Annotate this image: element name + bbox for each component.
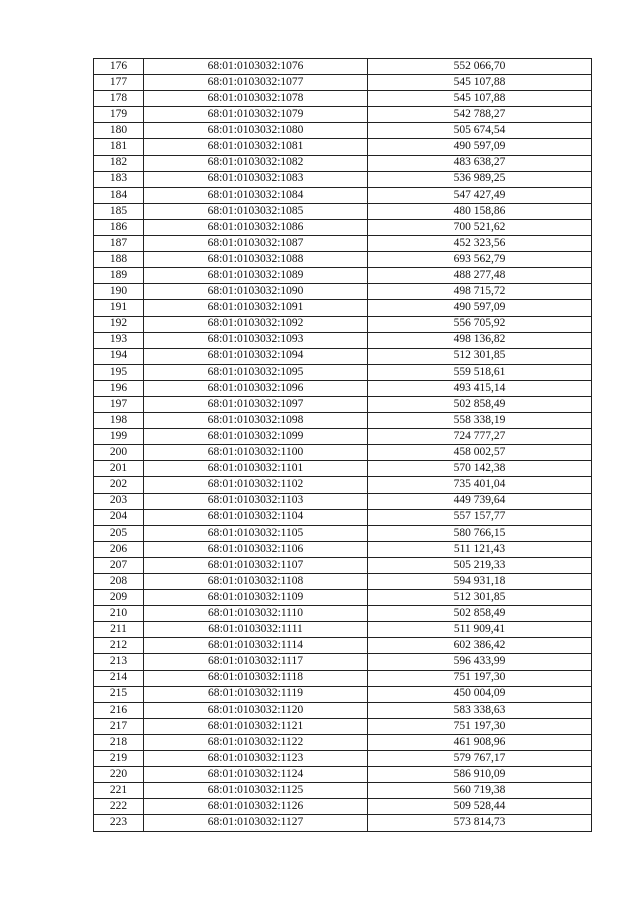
cadastral-number-cell: 68:01:0103032:1121 (144, 718, 368, 734)
cadastral-number-cell: 68:01:0103032:1111 (144, 622, 368, 638)
row-number-cell: 201 (94, 461, 144, 477)
row-number-cell: 207 (94, 557, 144, 573)
cadastral-value-cell: 724 777,27 (368, 429, 592, 445)
row-number-cell: 183 (94, 171, 144, 187)
cadastral-number-cell: 68:01:0103032:1082 (144, 155, 368, 171)
cadastral-number-cell: 68:01:0103032:1095 (144, 364, 368, 380)
cadastral-number-cell: 68:01:0103032:1119 (144, 686, 368, 702)
table-row (94, 670, 592, 686)
row-number-cell: 217 (94, 718, 144, 734)
table-row (94, 783, 592, 799)
table-row (94, 123, 592, 139)
table-row (94, 557, 592, 573)
row-number-cell: 185 (94, 203, 144, 219)
row-number-cell: 213 (94, 654, 144, 670)
cadastral-number-cell: 68:01:0103032:1098 (144, 413, 368, 429)
row-number-cell: 202 (94, 477, 144, 493)
table-row (94, 718, 592, 734)
row-number-cell: 192 (94, 316, 144, 332)
cadastral-number-cell: 68:01:0103032:1100 (144, 445, 368, 461)
cadastral-number-cell: 68:01:0103032:1104 (144, 509, 368, 525)
row-number-cell: 181 (94, 139, 144, 155)
table-row (94, 396, 592, 412)
cadastral-number-cell: 68:01:0103032:1124 (144, 767, 368, 783)
cadastral-number-cell: 68:01:0103032:1085 (144, 203, 368, 219)
cadastral-value-cell: 560 719,38 (368, 783, 592, 799)
table-row (94, 525, 592, 541)
cadastral-value-cell: 751 197,30 (368, 718, 592, 734)
table-row (94, 75, 592, 91)
table-body (94, 59, 592, 832)
cadastral-value-cell: 559 518,61 (368, 364, 592, 380)
table-row (94, 815, 592, 831)
cadastral-number-cell: 68:01:0103032:1076 (144, 59, 368, 75)
table-row (94, 477, 592, 493)
row-number-cell: 205 (94, 525, 144, 541)
cadastral-value-cell: 488 277,48 (368, 268, 592, 284)
table-row (94, 413, 592, 429)
table-row (94, 751, 592, 767)
row-number-cell: 182 (94, 155, 144, 171)
row-number-cell: 203 (94, 493, 144, 509)
table-row (94, 348, 592, 364)
cadastral-value-cell: 596 433,99 (368, 654, 592, 670)
row-number-cell: 206 (94, 541, 144, 557)
cadastral-value-cell: 602 386,42 (368, 638, 592, 654)
cadastral-value-cell: 511 121,43 (368, 541, 592, 557)
cadastral-value-cell: 545 107,88 (368, 91, 592, 107)
cadastral-value-cell: 556 705,92 (368, 316, 592, 332)
table-row (94, 702, 592, 718)
cadastral-number-cell: 68:01:0103032:1110 (144, 606, 368, 622)
cadastral-value-cell: 536 989,25 (368, 171, 592, 187)
cadastral-number-cell: 68:01:0103032:1090 (144, 284, 368, 300)
cadastral-number-cell: 68:01:0103032:1120 (144, 702, 368, 718)
table-row (94, 622, 592, 638)
cadastral-value-cell: 461 908,96 (368, 734, 592, 750)
cadastral-number-cell: 68:01:0103032:1108 (144, 574, 368, 590)
cadastral-number-cell: 68:01:0103032:1105 (144, 525, 368, 541)
cadastral-value-cell: 498 715,72 (368, 284, 592, 300)
cadastral-number-cell: 68:01:0103032:1089 (144, 268, 368, 284)
cadastral-number-cell: 68:01:0103032:1078 (144, 91, 368, 107)
row-number-cell: 195 (94, 364, 144, 380)
cadastral-value-cell: 509 528,44 (368, 799, 592, 815)
cadastral-number-cell: 68:01:0103032:1096 (144, 380, 368, 396)
cadastral-number-cell: 68:01:0103032:1084 (144, 187, 368, 203)
cadastral-value-cell: 512 301,85 (368, 348, 592, 364)
cadastral-number-cell: 68:01:0103032:1123 (144, 751, 368, 767)
cadastral-number-cell: 68:01:0103032:1088 (144, 252, 368, 268)
cadastral-number-cell: 68:01:0103032:1109 (144, 590, 368, 606)
cadastral-value-cell: 493 415,14 (368, 380, 592, 396)
cadastral-value-cell: 573 814,73 (368, 815, 592, 831)
row-number-cell: 222 (94, 799, 144, 815)
cadastral-number-cell: 68:01:0103032:1097 (144, 396, 368, 412)
cadastral-number-cell: 68:01:0103032:1122 (144, 734, 368, 750)
cadastral-number-cell: 68:01:0103032:1103 (144, 493, 368, 509)
table-row (94, 364, 592, 380)
row-number-cell: 177 (94, 75, 144, 91)
cadastral-value-cell: 542 788,27 (368, 107, 592, 123)
cadastral-value-cell: 594 931,18 (368, 574, 592, 590)
table-row (94, 284, 592, 300)
cadastral-value-cell: 735 401,04 (368, 477, 592, 493)
row-number-cell: 218 (94, 734, 144, 750)
row-number-cell: 214 (94, 670, 144, 686)
table-row (94, 155, 592, 171)
row-number-cell: 193 (94, 332, 144, 348)
table-row (94, 380, 592, 396)
cadastral-value-cell: 452 323,56 (368, 236, 592, 252)
cadastral-number-cell: 68:01:0103032:1091 (144, 300, 368, 316)
table-row (94, 171, 592, 187)
cadastral-value-cell: 570 142,38 (368, 461, 592, 477)
table-row (94, 574, 592, 590)
table-row (94, 509, 592, 525)
row-number-cell: 210 (94, 606, 144, 622)
row-number-cell: 194 (94, 348, 144, 364)
row-number-cell: 219 (94, 751, 144, 767)
table-row (94, 203, 592, 219)
cadastral-number-cell: 68:01:0103032:1087 (144, 236, 368, 252)
table-row (94, 252, 592, 268)
row-number-cell: 208 (94, 574, 144, 590)
cadastral-value-cell: 547 427,49 (368, 187, 592, 203)
cadastral-value-cell: 458 002,57 (368, 445, 592, 461)
table-row (94, 187, 592, 203)
table-row (94, 445, 592, 461)
cadastral-value-cell: 512 301,85 (368, 590, 592, 606)
cadastral-number-cell: 68:01:0103032:1114 (144, 638, 368, 654)
row-number-cell: 223 (94, 815, 144, 831)
table-row (94, 493, 592, 509)
cadastral-value-cell: 490 597,09 (368, 300, 592, 316)
cadastral-value-cell: 483 638,27 (368, 155, 592, 171)
row-number-cell: 221 (94, 783, 144, 799)
cadastral-value-cell: 558 338,19 (368, 413, 592, 429)
cadastral-number-cell: 68:01:0103032:1080 (144, 123, 368, 139)
row-number-cell: 220 (94, 767, 144, 783)
row-number-cell: 216 (94, 702, 144, 718)
row-number-cell: 188 (94, 252, 144, 268)
cadastral-value-cell: 693 562,79 (368, 252, 592, 268)
table-row (94, 767, 592, 783)
table-row (94, 638, 592, 654)
cadastral-number-cell: 68:01:0103032:1126 (144, 799, 368, 815)
cadastral-value-cell: 480 158,86 (368, 203, 592, 219)
cadastral-value-cell: 502 858,49 (368, 606, 592, 622)
cadastral-value-cell: 579 767,17 (368, 751, 592, 767)
row-number-cell: 184 (94, 187, 144, 203)
cadastral-number-cell: 68:01:0103032:1094 (144, 348, 368, 364)
row-number-cell: 179 (94, 107, 144, 123)
cadastral-number-cell: 68:01:0103032:1106 (144, 541, 368, 557)
row-number-cell: 199 (94, 429, 144, 445)
table-row (94, 91, 592, 107)
cadastral-value-cell: 511 909,41 (368, 622, 592, 638)
cadastral-number-cell: 68:01:0103032:1118 (144, 670, 368, 686)
cadastral-number-cell: 68:01:0103032:1081 (144, 139, 368, 155)
cadastral-number-cell: 68:01:0103032:1101 (144, 461, 368, 477)
table-row (94, 236, 592, 252)
table-row (94, 654, 592, 670)
cadastral-value-cell: 700 521,62 (368, 219, 592, 235)
table-row (94, 316, 592, 332)
row-number-cell: 187 (94, 236, 144, 252)
table-row (94, 686, 592, 702)
cadastral-number-cell: 68:01:0103032:1092 (144, 316, 368, 332)
cadastral-value-cell: 450 004,09 (368, 686, 592, 702)
cadastral-number-cell: 68:01:0103032:1077 (144, 75, 368, 91)
cadastral-value-cell: 552 066,70 (368, 59, 592, 75)
table-row (94, 268, 592, 284)
cadastral-number-cell: 68:01:0103032:1099 (144, 429, 368, 445)
row-number-cell: 211 (94, 622, 144, 638)
cadastral-value-cell: 449 739,64 (368, 493, 592, 509)
cadastral-value-cell: 751 197,30 (368, 670, 592, 686)
table-row (94, 300, 592, 316)
row-number-cell: 197 (94, 396, 144, 412)
table-row (94, 429, 592, 445)
row-number-cell: 180 (94, 123, 144, 139)
cadastral-number-cell: 68:01:0103032:1125 (144, 783, 368, 799)
row-number-cell: 209 (94, 590, 144, 606)
cadastral-number-cell: 68:01:0103032:1093 (144, 332, 368, 348)
cadastral-value-cell: 580 766,15 (368, 525, 592, 541)
table-row (94, 332, 592, 348)
row-number-cell: 178 (94, 91, 144, 107)
cadastral-number-cell: 68:01:0103032:1127 (144, 815, 368, 831)
row-number-cell: 204 (94, 509, 144, 525)
table-row (94, 107, 592, 123)
cadastral-value-cell: 583 338,63 (368, 702, 592, 718)
row-number-cell: 212 (94, 638, 144, 654)
row-number-cell: 189 (94, 268, 144, 284)
cadastral-number-cell: 68:01:0103032:1117 (144, 654, 368, 670)
cadastral-number-cell: 68:01:0103032:1102 (144, 477, 368, 493)
cadastral-value-table (93, 58, 592, 832)
row-number-cell: 191 (94, 300, 144, 316)
row-number-cell: 198 (94, 413, 144, 429)
table-row (94, 219, 592, 235)
table-row (94, 461, 592, 477)
cadastral-value-cell: 498 136,82 (368, 332, 592, 348)
cadastral-number-cell: 68:01:0103032:1079 (144, 107, 368, 123)
row-number-cell: 190 (94, 284, 144, 300)
row-number-cell: 196 (94, 380, 144, 396)
cadastral-number-cell: 68:01:0103032:1086 (144, 219, 368, 235)
row-number-cell: 215 (94, 686, 144, 702)
row-number-cell: 176 (94, 59, 144, 75)
cadastral-number-cell: 68:01:0103032:1107 (144, 557, 368, 573)
cadastral-value-cell: 586 910,09 (368, 767, 592, 783)
row-number-cell: 200 (94, 445, 144, 461)
table-row (94, 799, 592, 815)
table-row (94, 606, 592, 622)
cadastral-value-cell: 505 674,54 (368, 123, 592, 139)
cadastral-value-cell: 545 107,88 (368, 75, 592, 91)
cadastral-value-cell: 557 157,77 (368, 509, 592, 525)
cadastral-value-cell: 502 858,49 (368, 396, 592, 412)
table-row (94, 541, 592, 557)
cadastral-value-cell: 505 219,33 (368, 557, 592, 573)
cadastral-number-cell: 68:01:0103032:1083 (144, 171, 368, 187)
table-row (94, 59, 592, 75)
table-row (94, 139, 592, 155)
row-number-cell: 186 (94, 219, 144, 235)
table-row (94, 734, 592, 750)
table-row (94, 590, 592, 606)
cadastral-value-cell: 490 597,09 (368, 139, 592, 155)
